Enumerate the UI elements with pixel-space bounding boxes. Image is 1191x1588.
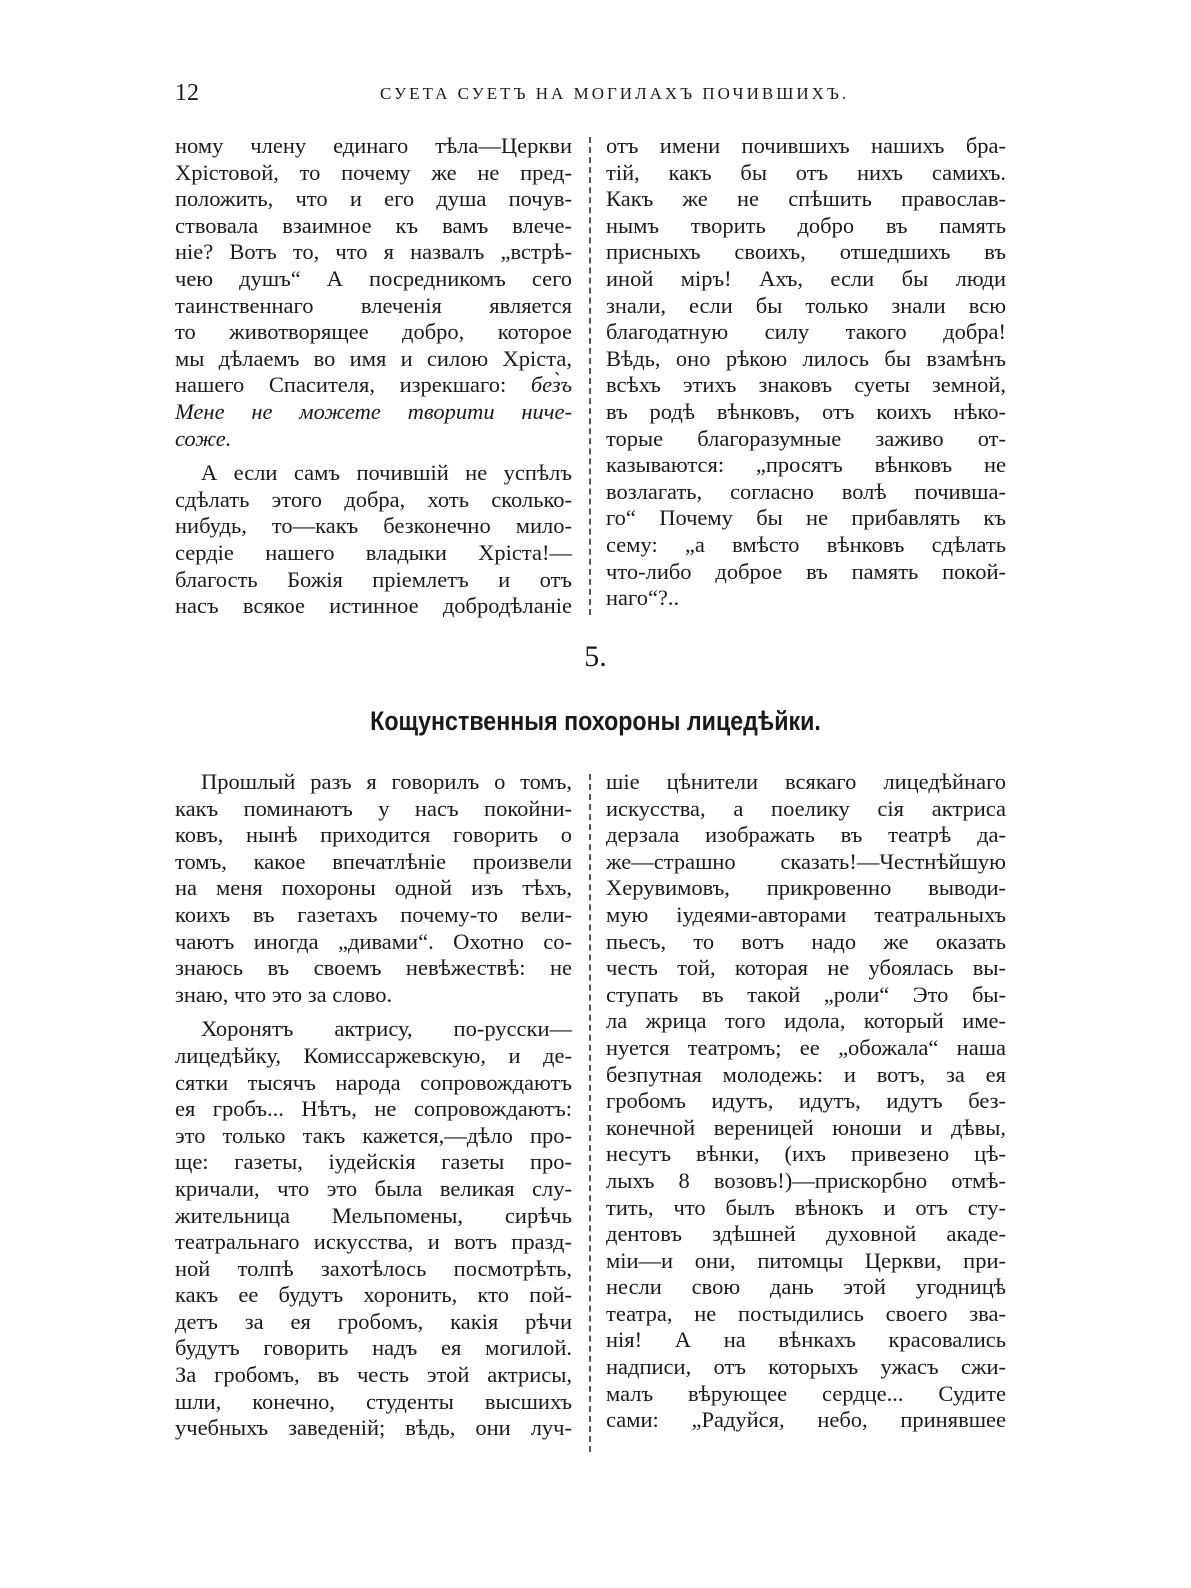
text-line: сятки тысячъ народа сопровождаютъ [175, 1069, 572, 1095]
text-line: въ родѣ вѣнковъ, отъ коихъ нѣко- [606, 398, 1006, 424]
text-line: благость Божія пріемлетъ и отъ [175, 566, 572, 592]
text-line: на меня похороны одной изъ тѣхъ, [175, 875, 572, 901]
text-line: жительница Мельпомены, сирѣчь [175, 1202, 572, 1228]
text-line: сами: „Радуйся, небо, принявшее [606, 1407, 1006, 1433]
text-line: безпутная молодежь: и вотъ, за ея [606, 1061, 1006, 1087]
text-line: театра, не постыдились своего зва- [606, 1300, 1006, 1326]
text-line: какъ ее будутъ хоронить, кто пой- [175, 1282, 572, 1308]
text-column-top-left [175, 133, 572, 620]
text-line: несли свою дань этой угодницѣ [606, 1274, 1006, 1300]
text-line: отъ имени почившихъ нашихъ бра- [606, 133, 1006, 158]
text-line: торые благоразумные заживо от- [606, 425, 1006, 451]
text-line: лицедѣйку, Комиссаржевскую, и де- [175, 1042, 572, 1068]
text-line: положить, что и его душа почув- [175, 186, 572, 212]
text-line: ному члену единаго тѣла—Церкви [175, 133, 572, 158]
text-line: лыхъ 8 возовъ!)—прискорбно отмѣ- [606, 1167, 1006, 1193]
text-line: честь той, которая не убоялась вы- [606, 955, 1006, 981]
text-line: мы дѣлаемъ во имя и силою Хріста, [175, 345, 572, 371]
text-line: нымъ творить добро въ память [606, 212, 1006, 238]
text-line: таинственнаго влеченія является [175, 292, 572, 318]
text-line: ніе? Вотъ то, что я назвалъ „встрѣ- [175, 239, 572, 265]
text-line: дентовъ здѣшней духовной акаде- [606, 1221, 1006, 1247]
text-line: сему: „а вмѣсто вѣнковъ сдѣлать [606, 531, 1006, 557]
text-line: благодатную силу такого добра! [606, 319, 1006, 345]
text-line: тить, что былъ вѣнокъ и отъ сту- [606, 1194, 1006, 1220]
text-line: что-либо доброе въ память покой- [606, 558, 1006, 584]
text-line: ствовала взаимное къ вамъ влече- [175, 212, 572, 238]
text-line: сдѣлать этого добра, хоть сколько- [175, 486, 572, 512]
text-line: ковъ, нынѣ приходится говорить о [175, 822, 572, 848]
page-number: 12 [175, 80, 199, 106]
text-line: же—страшно сказать!—Честнѣйшую [606, 848, 1006, 874]
text-line: ла жрица того идола, который име- [606, 1008, 1006, 1034]
text-line: шіе цѣнители всякаго лицедѣйнаго [606, 769, 1006, 794]
text-line [175, 372, 572, 399]
text-line: какъ поминаютъ у насъ покойни- [175, 795, 572, 821]
text-line: детъ за ея гробомъ, какія рѣчи [175, 1308, 572, 1334]
text-column-top-right [606, 133, 1006, 612]
text-line: знали, если бы только знали всю [606, 292, 1006, 318]
text-line: чею душъ“ А посредникомъ сего [175, 265, 572, 291]
text-line: малъ вѣрующее сердце... Судите [606, 1380, 1006, 1406]
text-span: нашего Спасителя, изрекшаго: [175, 372, 507, 398]
text-line: театральнаго искусства, и вотъ празд- [175, 1229, 572, 1255]
text-column-bottom-left [175, 769, 572, 1442]
text-line: го“ Почему бы не прибавлять къ [606, 505, 1006, 531]
italic-text: без̀ъ [530, 372, 573, 398]
text-line: конечной вереницей юноши и дѣвы, [606, 1114, 1006, 1140]
text-line: нибудь, то—какъ безконечно мило- [175, 513, 572, 539]
text-line: ной толпѣ захотѣлось посмотрѣть, [175, 1255, 572, 1281]
text-line: возлагать, согласно волѣ почивша- [606, 478, 1006, 504]
text-line: учебныхъ заведеній; вѣдь, они луч- [175, 1415, 572, 1441]
text-line: міи—и они, питомцы Церкви, при- [606, 1247, 1006, 1273]
text-line: шли, конечно, студенты высшихъ [175, 1388, 572, 1414]
text-line: присныхъ своихъ, отшедшихъ въ [606, 239, 1006, 265]
text-line: будутъ говорить надъ ея могилой. [175, 1335, 572, 1361]
paragraph-first-line: Прошлый разъ я говорилъ о томъ, [201, 769, 572, 794]
text-line: За гробомъ, въ честь этой актрисы, [175, 1362, 572, 1388]
text-line: наго“?.. [606, 585, 680, 611]
text-line: нуется театромъ; ее „обожала“ наша [606, 1034, 1006, 1060]
text-line: надписи, отъ которыхъ ужасъ сжи- [606, 1354, 1006, 1380]
text-line: всѣхъ этихъ знаковъ суеты земной, [606, 372, 1006, 398]
column-divider [589, 137, 591, 615]
column-divider [589, 774, 591, 1452]
text-line: нія! А на вѣнкахъ красовались [606, 1327, 1006, 1353]
text-line: несутъ вѣнки, (ихъ привезено цѣ- [606, 1141, 1006, 1167]
text-line: Хрістовой, то почему же не пред- [175, 159, 572, 185]
text-line: казываются: „просятъ вѣнковъ не [606, 452, 1006, 478]
text-line: тій, какъ бы отъ нихъ самихъ. [606, 159, 1006, 185]
italic-text-line: соже. [175, 425, 232, 451]
text-line: коихъ въ газетахъ почему-то вели- [175, 901, 572, 927]
text-line: насъ всякое истинное добродѣланіе [175, 593, 572, 619]
text-line: искусства, а поелику сія актриса [606, 795, 1006, 821]
text-line: Херувимовъ, прикровенно выводи- [606, 875, 1006, 901]
section-number: 5. [584, 640, 607, 673]
paragraph-first-line: А если самъ почившій не успѣлъ [201, 460, 572, 486]
text-line: Какъ же не спѣшить православ- [606, 186, 1006, 212]
running-title: СУЕТА СУЕТЪ НА МОГИЛАХЪ ПОЧИВШИХЪ. [380, 84, 850, 103]
text-line: то животворящее добро, которое [175, 319, 572, 345]
text-line: ступать въ такой „роли“ Это бы- [606, 981, 1006, 1007]
text-line: пьесъ, то вотъ надо же оказать [606, 928, 1006, 954]
text-line: это только такъ кажется,—дѣло про- [175, 1122, 572, 1148]
text-line: дерзала изображать въ театрѣ да- [606, 822, 1006, 848]
text-line: томъ, какое впечатлѣніе произвели [175, 848, 572, 874]
text-column-bottom-right [606, 769, 1006, 1434]
text-line: кричали, что это была великая слу- [175, 1175, 572, 1201]
text-line: знаюсь въ своемъ невѣжествѣ: не [175, 955, 572, 981]
paragraph-first-line: Хоронятъ актрису, по-русски— [201, 1016, 572, 1042]
text-line: ея гробъ... Нѣтъ, не сопровождаютъ: [175, 1096, 572, 1122]
italic-text-line: Мене не можете творити ниче- [175, 398, 572, 424]
text-line: гробомъ идутъ, идутъ, идутъ без- [606, 1088, 1006, 1114]
text-line: знаю, что это за слово. [175, 981, 393, 1007]
text-line: чаютъ иногда „дивами“. Охотно со- [175, 928, 572, 954]
text-line: иной міръ! Ахъ, если бы люди [606, 265, 1006, 291]
text-line: ще: газеты, іудейскія газеты про- [175, 1149, 572, 1175]
text-line: мую іудеями-авторами театральныхъ [606, 901, 1006, 927]
text-line: сердіе нашего владыки Хріста!— [175, 539, 572, 565]
text-line: Вѣдь, оно рѣкою лилось бы взамѣнъ [606, 345, 1006, 371]
section-title: Кощунственныя похороны лицедѣйки. [370, 706, 821, 736]
